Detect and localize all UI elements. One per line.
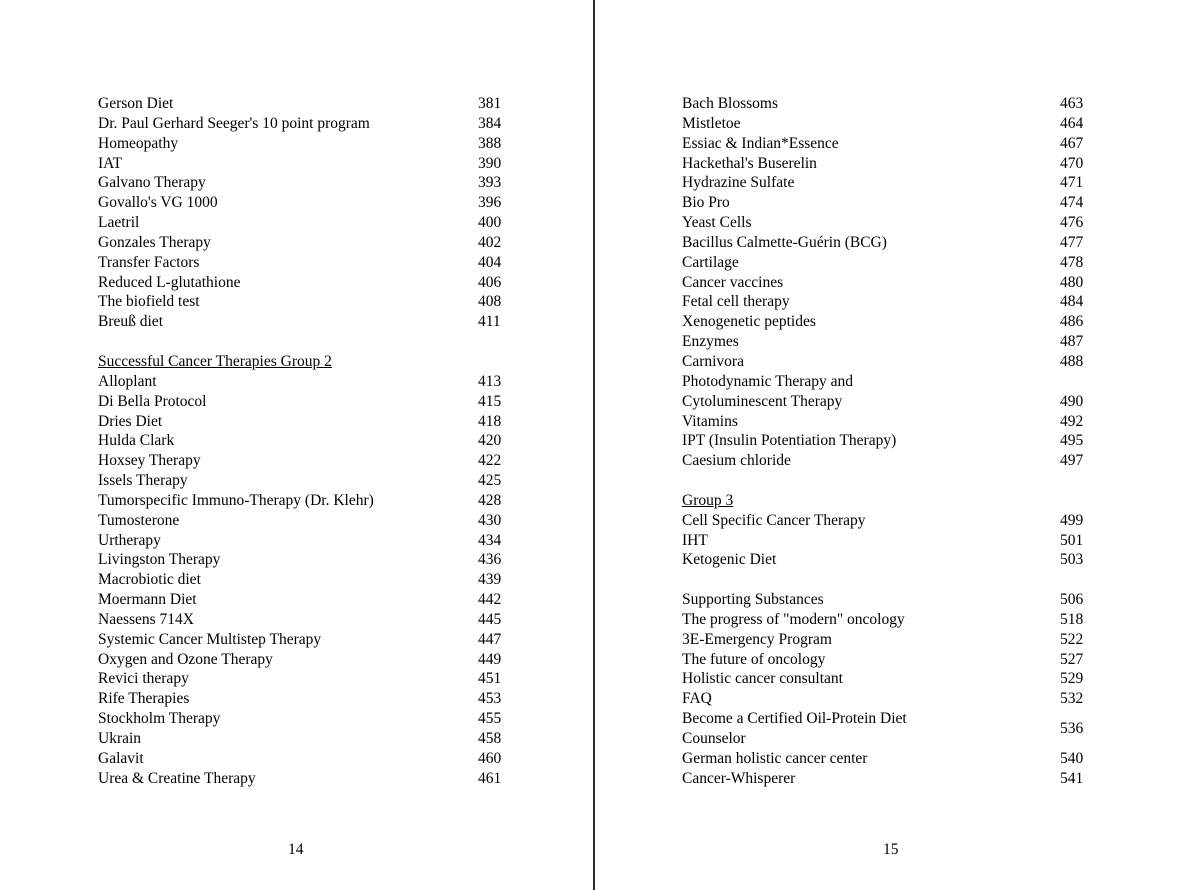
toc-title: Dries Diet — [98, 412, 163, 430]
section-spacer — [682, 570, 1086, 590]
section-heading-group-2[interactable] — [98, 352, 508, 372]
toc-title: Livingston Therapy — [98, 551, 221, 569]
toc-page-number: 529 — [1060, 670, 1084, 688]
toc-entry[interactable] — [98, 511, 508, 531]
toc-entry[interactable] — [682, 669, 1086, 689]
toc-title: Transfer Factors — [98, 253, 200, 271]
toc-title: FAQ — [682, 690, 712, 708]
toc-title: Reduced L-glutathione — [98, 273, 241, 291]
toc-page-number: 532 — [1060, 690, 1084, 708]
section-heading-group-3[interactable] — [682, 491, 1086, 511]
toc-entry[interactable] — [98, 570, 508, 590]
toc-page-number: 464 — [1060, 114, 1084, 132]
toc-page-number: 518 — [1060, 610, 1084, 628]
toc-title: Cancer-Whisperer — [682, 769, 796, 787]
toc-title: Supporting Substances — [682, 591, 824, 609]
toc-title: Galvano Therapy — [98, 174, 206, 192]
toc-title: Yeast Cells — [682, 214, 752, 232]
toc-title: Cytoluminescent Therapy — [682, 392, 843, 410]
toc-page-number: 451 — [478, 670, 502, 688]
toc-entry[interactable] — [98, 709, 508, 729]
toc-title: Carnivora — [682, 352, 744, 370]
toc-title: Systemic Cancer Multistep Therapy — [98, 630, 322, 648]
toc-entry[interactable] — [98, 412, 508, 432]
toc-entry[interactable] — [682, 689, 1086, 709]
toc-title: Urtherapy — [98, 531, 161, 549]
toc-page-number: 477 — [1060, 233, 1084, 251]
toc-page-number: 480 — [1060, 273, 1084, 291]
toc-title: Tumorspecific Immuno-Therapy (Dr. Klehr) — [98, 491, 374, 509]
toc-title: Moermann Diet — [98, 591, 197, 609]
toc-title: Breuß diet — [98, 313, 163, 331]
toc-page-number: 488 — [1060, 352, 1084, 370]
toc-entry[interactable] — [682, 253, 1086, 273]
toc-title: Cancer vaccines — [682, 273, 784, 291]
toc-entry[interactable] — [682, 650, 1086, 670]
toc-page-number: 478 — [1060, 253, 1084, 271]
toc-page-number: 384 — [478, 114, 502, 132]
toc-title: Hulda Clark — [98, 432, 175, 450]
toc-title: Enzymes — [682, 333, 739, 351]
toc-title: Bio Pro — [682, 194, 730, 212]
toc-page-number: 453 — [478, 690, 502, 708]
right-page — [596, 0, 1188, 890]
toc-page-number: 390 — [478, 154, 502, 172]
toc-page-number: 406 — [478, 273, 502, 291]
toc-page-number: 418 — [478, 412, 502, 430]
toc-title: Photodynamic Therapy and — [682, 372, 854, 390]
toc-entry[interactable] — [98, 550, 508, 570]
toc-page-number: 471 — [1060, 174, 1084, 192]
toc-entry[interactable] — [682, 173, 1086, 193]
toc-entry[interactable] — [98, 273, 508, 293]
toc-title: Oxygen and Ozone Therapy — [98, 650, 273, 668]
toc-entry[interactable] — [682, 134, 1086, 154]
toc-entry[interactable] — [682, 94, 1086, 114]
toc-page-number: 487 — [1060, 333, 1084, 351]
toc-entry[interactable] — [98, 471, 508, 491]
toc-page-number: 527 — [1060, 650, 1084, 668]
toc-page-number: 436 — [478, 551, 502, 569]
toc-page-number: 393 — [478, 174, 502, 192]
toc-page-number: 442 — [478, 591, 502, 609]
toc-page-number: 402 — [478, 233, 502, 251]
toc-page-number: 404 — [478, 253, 502, 271]
toc-page-number: 490 — [1060, 392, 1084, 410]
toc-entry[interactable] — [682, 531, 1086, 551]
toc-title: Issels Therapy — [98, 472, 188, 490]
toc-title: Homeopathy — [98, 134, 179, 152]
toc-page-number: 484 — [1060, 293, 1084, 311]
toc-page-number: 381 — [478, 95, 502, 112]
toc-entry[interactable] — [682, 273, 1086, 293]
toc-title: Mistletoe — [682, 114, 741, 132]
toc-entry[interactable] — [98, 669, 508, 689]
toc-entry[interactable] — [682, 372, 1086, 392]
toc-page-number: 447 — [478, 630, 502, 648]
toc-title-line-1: Become a Certified Oil-Protein Diet — [682, 710, 907, 728]
toc-title: Macrobiotic diet — [98, 571, 201, 589]
toc-entry[interactable] — [682, 292, 1086, 312]
toc-entry[interactable] — [682, 769, 1086, 789]
toc-entry[interactable] — [98, 94, 508, 114]
toc-entry[interactable] — [98, 769, 508, 789]
toc-page-number: 461 — [478, 769, 502, 787]
toc-entry[interactable] — [98, 233, 508, 253]
toc-list-left — [98, 94, 508, 789]
toc-page-number: 413 — [478, 372, 502, 390]
toc-page-number: 396 — [478, 194, 502, 212]
toc-entry[interactable] — [98, 431, 508, 451]
toc-title: Alloplant — [98, 372, 157, 390]
toc-entry[interactable] — [98, 114, 508, 134]
toc-title: Xenogenetic peptides — [682, 313, 816, 331]
toc-title: Holistic cancer consultant — [682, 670, 843, 688]
toc-entry[interactable] — [98, 154, 508, 174]
toc-entry[interactable] — [682, 550, 1086, 570]
toc-page-number: 522 — [1060, 630, 1084, 648]
toc-title: Hoxsey Therapy — [98, 452, 201, 470]
toc-entry[interactable] — [682, 431, 1086, 451]
toc-entry[interactable] — [682, 451, 1086, 471]
toc-entry[interactable] — [682, 352, 1086, 372]
toc-title: Govallo's VG 1000 — [98, 194, 218, 212]
page-number: 15 — [883, 841, 899, 858]
toc-page-number: 470 — [1060, 154, 1084, 172]
toc-title: Revici therapy — [98, 670, 189, 688]
toc-entry[interactable] — [98, 729, 508, 749]
toc-entry[interactable] — [98, 689, 508, 709]
toc-page-number: 463 — [1060, 95, 1084, 112]
toc-page-number: 540 — [1060, 749, 1084, 767]
toc-page-number: 411 — [478, 313, 501, 331]
toc-entry[interactable] — [682, 332, 1086, 352]
toc-entry[interactable] — [682, 312, 1086, 332]
toc-entry[interactable] — [98, 392, 508, 412]
toc-entry[interactable] — [98, 650, 508, 670]
toc-entry[interactable] — [98, 292, 508, 312]
toc-title: Di Bella Protocol — [98, 392, 207, 410]
toc-title: Hydrazine Sulfate — [682, 174, 795, 192]
toc-entry[interactable] — [98, 213, 508, 233]
toc-page-number: 434 — [478, 531, 502, 549]
toc-entry[interactable] — [98, 173, 508, 193]
toc-title: The future of oncology — [682, 650, 826, 668]
toc-title: Cell Specific Cancer Therapy — [682, 511, 866, 529]
toc-title: Fetal cell therapy — [682, 293, 790, 311]
toc-entry[interactable] — [682, 511, 1086, 531]
toc-page-number: 492 — [1060, 412, 1084, 430]
toc-page-number: 536 — [1060, 720, 1084, 738]
toc-title: Essiac & Indian*Essence — [682, 134, 839, 152]
toc-entry[interactable] — [682, 193, 1086, 213]
toc-title: 3E-Emergency Program — [682, 630, 832, 648]
toc-title: Galavit — [98, 749, 144, 767]
toc-title: Urea & Creatine Therapy — [98, 769, 256, 787]
toc-title: German holistic cancer center — [682, 749, 868, 767]
toc-page-number: 506 — [1060, 591, 1084, 609]
toc-page-number: 486 — [1060, 313, 1084, 331]
toc-entry[interactable] — [682, 709, 1086, 749]
toc-entry[interactable] — [682, 213, 1086, 233]
toc-entry[interactable] — [98, 491, 508, 511]
toc-page-number: 400 — [478, 214, 502, 232]
toc-page-number: 428 — [478, 491, 502, 509]
toc-list-right — [682, 94, 1086, 789]
toc-title: Rife Therapies — [98, 690, 190, 708]
toc-page-number: 455 — [478, 710, 502, 728]
toc-page-number: 458 — [478, 730, 502, 747]
toc-title: The biofield test — [98, 293, 200, 311]
toc-title: Gonzales Therapy — [98, 233, 211, 251]
toc-page-number: 425 — [478, 472, 502, 490]
toc-title: Laetril — [98, 214, 140, 232]
toc-title-line-2: Counselor — [682, 730, 746, 747]
toc-page-number: 499 — [1060, 511, 1084, 529]
toc-title: Gerson Diet — [98, 95, 174, 112]
toc-title: IPT (Insulin Potentiation Therapy) — [682, 432, 897, 450]
toc-entry[interactable] — [682, 630, 1086, 650]
toc-entry[interactable] — [98, 531, 508, 551]
toc-entry[interactable] — [682, 392, 1086, 412]
toc-title: Naessens 714X — [98, 610, 194, 628]
toc-page-number: 445 — [478, 610, 502, 628]
toc-title: Ukrain — [98, 730, 142, 747]
toc-page-number: 497 — [1060, 452, 1084, 470]
toc-title: Cartilage — [682, 253, 739, 271]
toc-entry[interactable] — [682, 610, 1086, 630]
toc-entry[interactable] — [98, 749, 508, 769]
toc-page-number: 415 — [478, 392, 502, 410]
toc-page-number: 495 — [1060, 432, 1084, 450]
toc-title: The progress of "modern" oncology — [682, 610, 905, 628]
toc-entry[interactable] — [98, 193, 508, 213]
toc-entry[interactable] — [98, 134, 508, 154]
toc-title: IHT — [682, 531, 708, 549]
toc-entry[interactable] — [682, 233, 1086, 253]
toc-page-number: 467 — [1060, 134, 1084, 152]
toc-page-number: 420 — [478, 432, 502, 450]
toc-page-number: 476 — [1060, 214, 1084, 232]
toc-title: Bach Blossoms — [682, 95, 779, 112]
toc-entry[interactable] — [682, 590, 1086, 610]
toc-title: Vitamins — [682, 412, 738, 430]
toc-entry[interactable] — [98, 253, 508, 273]
toc-entry[interactable] — [98, 312, 508, 332]
toc-page-number: 430 — [478, 511, 502, 529]
toc-title — [682, 709, 907, 749]
toc-entry[interactable] — [682, 749, 1086, 769]
toc-entry[interactable] — [98, 610, 508, 630]
section-spacer — [682, 471, 1086, 491]
toc-entry[interactable] — [98, 590, 508, 610]
toc-title: Stockholm Therapy — [98, 710, 221, 728]
toc-page-number: 408 — [478, 293, 502, 311]
toc-entry[interactable] — [98, 630, 508, 650]
toc-entry[interactable] — [98, 451, 508, 471]
toc-page-number: 388 — [478, 134, 502, 152]
toc-page-number: 460 — [478, 749, 502, 767]
toc-title: Dr. Paul Gerhard Seeger's 10 point program — [98, 114, 370, 132]
section-spacer — [98, 332, 508, 352]
toc-page-number: 439 — [478, 571, 502, 589]
toc-entry[interactable] — [682, 412, 1086, 432]
toc-entry[interactable] — [682, 154, 1086, 174]
toc-title: Ketogenic Diet — [682, 551, 777, 569]
toc-title: Hackethal's Buserelin — [682, 154, 817, 172]
toc-title: Tumosterone — [98, 511, 180, 529]
toc-page-number: 541 — [1060, 769, 1084, 787]
toc-entry[interactable] — [98, 372, 508, 392]
toc-page-number: 503 — [1060, 551, 1084, 569]
toc-title: IAT — [98, 154, 123, 172]
toc-page-number: 449 — [478, 650, 502, 668]
book-spine-divider — [593, 0, 595, 890]
toc-page-number: 474 — [1060, 194, 1084, 212]
toc-page-number: 501 — [1060, 531, 1084, 549]
section-heading-title: Successful Cancer Therapies Group 2 — [98, 352, 332, 370]
toc-page-number: 422 — [478, 452, 502, 470]
toc-title: Caesium chloride — [682, 452, 791, 470]
toc-title: Bacillus Calmette-Guérin (BCG) — [682, 233, 887, 251]
page-number: 14 — [288, 841, 304, 858]
toc-entry[interactable] — [682, 114, 1086, 134]
section-heading-title: Group 3 — [682, 491, 734, 509]
